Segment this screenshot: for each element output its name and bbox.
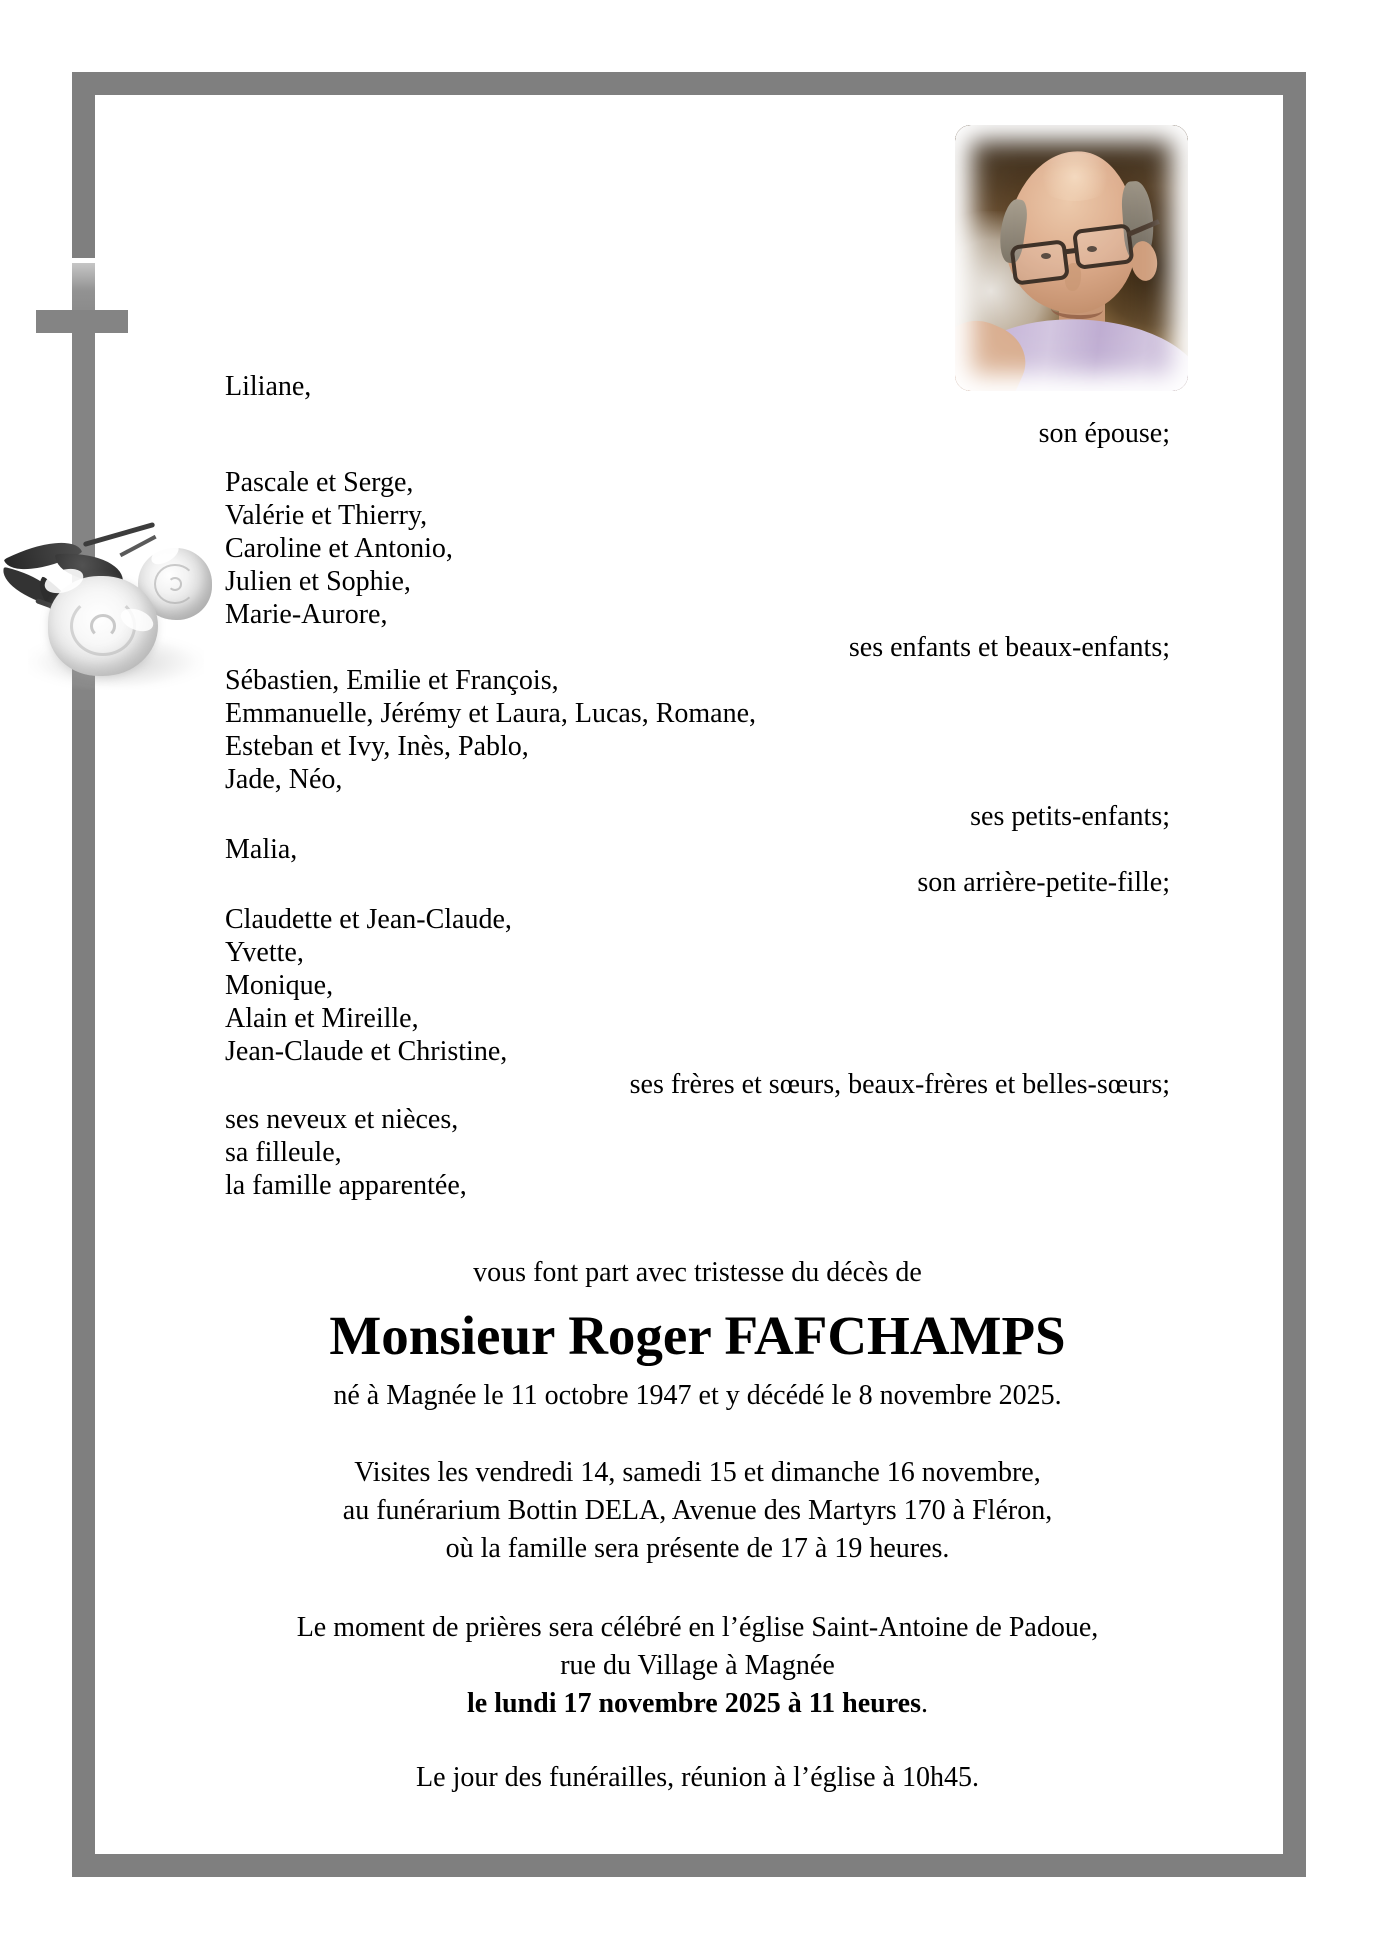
great-granddaughter-name-line: Malia, <box>225 834 298 865</box>
child-name-line: Julien et Sophie, <box>225 566 411 597</box>
child-name-line: Marie-Aurore, <box>225 599 388 630</box>
relations-list <box>225 370 1170 1202</box>
spouse-label-line: son épouse; <box>1038 418 1170 449</box>
portrait-feathered-edge <box>955 125 1188 391</box>
announcement-intro: vous font part avec tristesse du décès de <box>473 1257 922 1288</box>
sibling-name-line: Claudette et Jean-Claude, <box>225 904 512 935</box>
deceased-name: Monsieur Roger FAFCHAMPS <box>329 1305 1066 1366</box>
sibling-name-line: Alain et Mireille, <box>225 1003 419 1034</box>
grandchildren-label-line: ses petits-enfants; <box>970 801 1170 832</box>
spacer <box>225 450 1170 466</box>
portrait-photo <box>955 125 1188 391</box>
white-roses-image <box>0 530 216 710</box>
cross-and-roses-image <box>0 258 216 710</box>
prayer-line-1: Le moment de prières sera célébré en l’église Saint-Antoine de Padoue, <box>296 1612 1099 1643</box>
grandchild-name-line: Sébastien, Emilie et François, <box>225 665 559 696</box>
other-relation-line: la famille apparentée, <box>225 1170 467 1201</box>
cross-horizontal-beam <box>36 310 128 333</box>
rose-stem <box>119 535 156 557</box>
child-name-line: Caroline et Antonio, <box>225 533 453 564</box>
visits-line-1: Visites les vendredi 14, samedi 15 et dimanche 16 novembre, <box>354 1457 1041 1488</box>
great-granddaughter-label-line: son arrière-petite-fille; <box>917 867 1170 898</box>
grandchild-name-line: Emmanuelle, Jérémy et Laura, Lucas, Romane, <box>225 698 757 729</box>
visits-block <box>225 1454 1170 1568</box>
visits-line-3: où la famille sera présente de 17 à 19 heures. <box>445 1533 950 1564</box>
children-label-line: ses enfants et beaux-enfants; <box>848 632 1170 663</box>
spouse-name-line: Liliane, <box>225 371 312 402</box>
prayer-line-2: rue du Village à Magnée <box>560 1650 835 1681</box>
prayer-date-suffix: . <box>921 1688 928 1719</box>
birth-death-line: né à Magnée le 11 octobre 1947 et y décédé le 8 novembre 2025. <box>333 1380 1062 1411</box>
siblings-label-line: ses frères et sœurs, beaux-frères et belles-sœurs; <box>629 1069 1170 1100</box>
funeral-day-line: Le jour des funérailles, réunion à l’église à 10h45. <box>416 1762 979 1793</box>
grandchild-name-line: Esteban et Ivy, Inès, Pablo, <box>225 731 529 762</box>
child-name-line: Valérie et Thierry, <box>225 500 428 531</box>
prayer-line-3 <box>225 1685 1170 1723</box>
spacer <box>225 403 1170 417</box>
sibling-name-line: Yvette, <box>225 937 304 968</box>
sibling-name-line: Monique, <box>225 970 334 1001</box>
child-name-line: Pascale et Serge, <box>225 467 414 498</box>
other-relation-line: sa filleule, <box>225 1137 342 1168</box>
prayer-block <box>225 1609 1170 1723</box>
other-relation-line: ses neveux et nièces, <box>225 1104 459 1135</box>
prayer-date-bold: le lundi 17 novembre 2025 à 11 heures <box>466 1688 921 1719</box>
visits-line-2: au funérarium Bottin DELA, Avenue des Martyrs 170 à Fléron, <box>342 1495 1053 1526</box>
grandchild-name-line: Jade, Néo, <box>225 764 343 795</box>
sibling-name-line: Jean-Claude et Christine, <box>225 1036 508 1067</box>
